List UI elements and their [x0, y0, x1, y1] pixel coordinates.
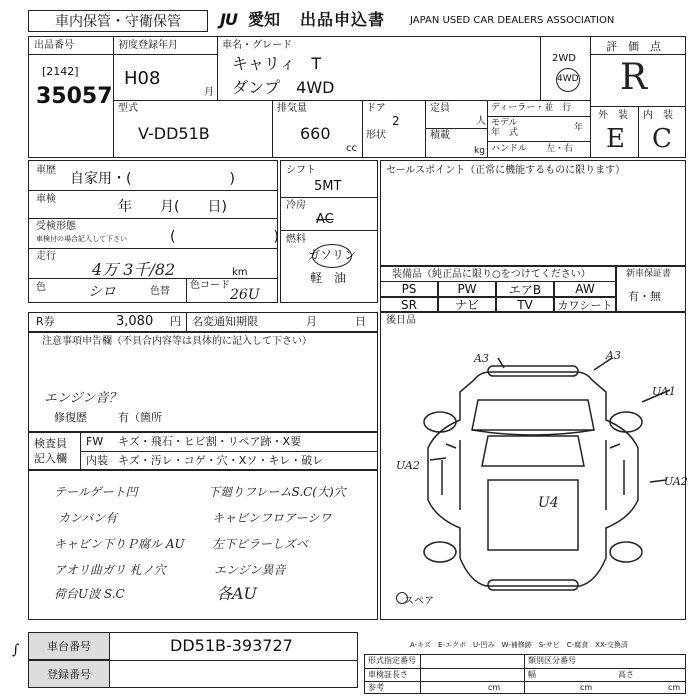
remark-left-4: アオリ曲ガリ 札ノ穴: [54, 563, 166, 577]
shift-label: シフト: [286, 165, 316, 176]
remark-left-5: 荷台U波 S.C: [54, 587, 125, 601]
registration-value: H08: [124, 68, 161, 89]
remark-right-1: 下廻りフレームS.C(大)穴: [208, 485, 346, 499]
year-unit: 年: [574, 123, 584, 133]
remark-right-4: エンジン異音: [214, 563, 286, 577]
brand-name: 愛知: [248, 10, 281, 29]
mileage-value: 4万 3千/82: [92, 260, 176, 279]
handle-value: 左・右: [546, 144, 574, 154]
cm-unit-2: cm: [580, 683, 593, 692]
width-label: 幅: [528, 670, 536, 679]
displacement-unit: cc: [346, 143, 357, 154]
damage-legend: A-キズ E-エクボ U-凹み W-補修跡 S-サビ C-腐食 XX-交換済: [410, 641, 628, 649]
damage-mark-front-right: A3: [606, 349, 621, 362]
brand-logo: JU: [220, 10, 237, 29]
association-name: JAPAN USED CAR DEALERS ASSOCIATION: [410, 15, 615, 26]
reg-deadline-label: 名変通知期限: [192, 315, 258, 328]
exterior-label: 外 装: [598, 110, 628, 121]
chassis-label: 車台番号: [28, 632, 110, 660]
inspector-label1: 検査員: [34, 437, 67, 450]
doors-value: 2: [392, 114, 400, 128]
dealer-parallel: ディーラー・並 行: [491, 103, 572, 113]
warranty-label: 新車保証書: [626, 269, 672, 279]
load-label: 積載: [430, 130, 450, 141]
inspection-value: 年 月( 日): [118, 199, 227, 215]
reg-month: 月: [306, 315, 317, 328]
model-value: V-DD51B: [138, 124, 210, 143]
inspector-row2: キズ・汚レ・コゲ・穴・Xソ・キレ・破レ: [118, 454, 324, 467]
equipment-airbag: エアB: [496, 281, 554, 297]
capacity-label: 定員: [430, 103, 450, 114]
registration-unit: 月: [204, 87, 214, 98]
lot-label: 出品番号: [34, 40, 74, 51]
car-name: キャリィ T: [232, 54, 322, 73]
equipment-pw: PW: [438, 281, 496, 297]
mileage-label: 走行: [36, 251, 56, 262]
equipment-tv: TV: [496, 297, 554, 312]
notes-handwritten: エンジン音？: [44, 391, 122, 406]
chassis-value: DD51B-393727: [170, 636, 293, 655]
drive-4wd: 4WD: [557, 74, 579, 84]
inspector-row1: キズ・飛石・ヒビ割・リペア跡・X要: [118, 435, 302, 448]
inspector-row2-head: 内装: [86, 454, 108, 467]
load-unit: kg: [474, 146, 485, 156]
recycle-unit: 円: [170, 315, 181, 328]
car-label: 車名・グレード: [222, 40, 292, 51]
history-value: 自家用・( ): [70, 171, 235, 187]
color-value: シロ: [88, 284, 116, 300]
interior-grade: C: [652, 124, 672, 154]
length-label: 車検証長さ: [368, 670, 408, 679]
damage-mark-right-side: UA2: [664, 475, 688, 488]
type-number-label: 形式指定番号: [368, 656, 416, 665]
storage-label: 車内保管・守衛保管: [28, 10, 208, 32]
grade-score: R: [620, 57, 648, 98]
pen-mark: ∫: [12, 642, 20, 658]
spare-label: スペア: [404, 596, 434, 607]
grade-label: 評 価 点: [606, 40, 661, 53]
repair-label: 修復歴: [54, 411, 87, 424]
warranty-value: 有・無: [628, 290, 661, 303]
car-grade: ダンプ 4WD: [232, 78, 335, 97]
history-label: 車歴: [36, 165, 56, 176]
color-label: 色: [36, 282, 46, 293]
height-label: 高さ: [618, 670, 634, 679]
inspector-row1-head: FW: [86, 435, 104, 448]
lot-code: [2142]: [42, 65, 79, 78]
model-year-label2: 年 式: [491, 128, 519, 138]
color-code-label: 色コード: [190, 280, 230, 291]
class-number-label: 類別区分番号: [528, 656, 576, 665]
mileage-unit: km: [232, 267, 248, 278]
spare-circle: [396, 592, 408, 604]
capacity-unit: 人: [476, 116, 486, 127]
delivery-note: 車検付の場合記入して下さい: [36, 235, 127, 243]
handle-label: ハンドル: [491, 144, 528, 154]
cm-unit-3: cm: [668, 683, 681, 692]
doors-label: ドア: [366, 103, 386, 114]
ac-value: AC: [316, 212, 334, 227]
cm-unit-1: cm: [488, 683, 501, 692]
delivery-label: 受検形態: [36, 221, 76, 232]
shape-label: 形状: [366, 130, 386, 141]
equipment-sr: SR: [380, 297, 438, 312]
ref-label: 参考: [368, 683, 384, 692]
delivery-value: ( ): [170, 229, 279, 245]
drive-2wd: 2WD: [552, 53, 576, 64]
color-code-value: 26U: [230, 287, 260, 303]
remark-left-3: キャビン下りＰ腐ル AU: [54, 537, 185, 551]
equipment-ps: PS: [380, 281, 438, 297]
interior-label: 内 装: [643, 110, 673, 121]
recycle-label: R券: [36, 315, 55, 328]
lot-number: 35057: [36, 84, 113, 109]
remark-left-1: テールゲート凹: [54, 485, 138, 499]
equipment-navi: ナビ: [438, 297, 496, 312]
remark-right-5: 各AU: [216, 584, 258, 603]
sales-point-label: セールスポイント（正常に機能するものに限ります）: [386, 165, 626, 176]
registration-label: 初度登録年月: [118, 40, 178, 51]
notes-label: 注意事項申告欄（不具合内容等は具体的に記入して下さい）: [42, 336, 312, 347]
ac-label: 冷房: [286, 200, 306, 211]
rear-label: 後日品: [386, 315, 416, 326]
remark-right-3: 左下ピラーしズベ: [212, 537, 309, 551]
car-diagram: [380, 330, 686, 620]
fuel-label: 燃料: [286, 234, 306, 245]
shift-value: 5MT: [314, 179, 342, 194]
remark-left-2: カンバン有: [58, 511, 118, 525]
displacement-label: 排気量: [277, 103, 307, 114]
equipment-label: 装備品（純正品に限り○をつけてください）: [392, 269, 591, 280]
fuel-gasoline: ガソリン: [308, 248, 357, 262]
repair-value: 有（箇所: [118, 411, 162, 424]
model-label: 型式: [118, 103, 138, 114]
fuel-diesel: 軽 油: [310, 271, 347, 285]
inspector-label2: 記入欄: [34, 452, 67, 465]
damage-mark-right-front: UA1: [652, 385, 676, 398]
equipment-leather: カワシート: [554, 297, 616, 312]
equipment-aw: AW: [554, 281, 616, 297]
exterior-grade: E: [606, 124, 625, 154]
reg-day: 日: [355, 315, 366, 328]
repaint-label: 色替: [150, 286, 170, 297]
model-year-label1: モデル: [491, 118, 518, 128]
remark-right-2: キャビンフロアーシワ: [212, 511, 332, 525]
form-title: 出品申込書: [300, 10, 386, 29]
damage-mark-left-side: UA2: [396, 459, 420, 472]
displacement-value: 660: [300, 124, 331, 143]
recycle-value: 3,080: [116, 314, 154, 329]
reg-number-label: 登録番号: [28, 660, 110, 688]
damage-mark-bed: U4: [538, 495, 559, 511]
damage-mark-front-left: A3: [474, 352, 489, 365]
inspection-label: 車検: [36, 194, 56, 205]
